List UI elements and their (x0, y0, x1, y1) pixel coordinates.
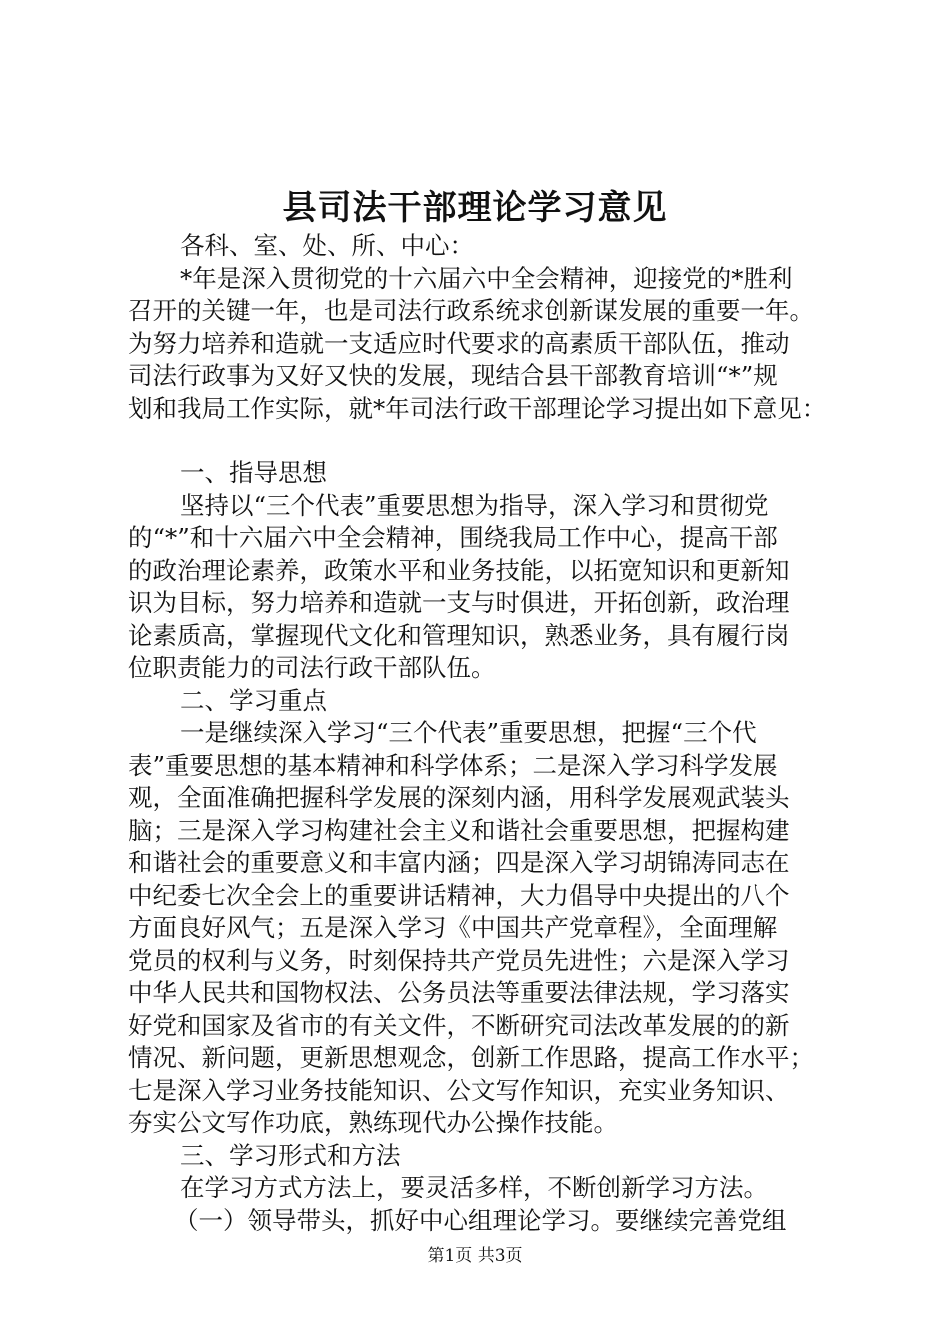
section-line: 和谐社会的重要意义和丰富内涵；四是深入学习胡锦涛同志在 (128, 848, 790, 877)
intro-line: 划和我局工作实际，就*年司法行政干部理论学习提出如下意见： (128, 393, 827, 423)
document-title: 县司法干部理论学习意见 (282, 188, 668, 228)
document-body (128, 230, 838, 1237)
section-line: 识为目标，努力培养和造就一支与时俱进，开拓创新，政治理 (128, 588, 790, 617)
section-line: 坚持以“三个代表”重要思想为指导，深入学习和贯彻党 (180, 490, 769, 520)
section-line: （一）领导带头，抓好中心组理论学习。要继续完善党组 (174, 1205, 787, 1235)
section-heading: 一、指导思想 (180, 458, 327, 487)
section-line: 一是继续深入学习“三个代表”重要思想，把握“三个代 (180, 718, 757, 747)
intro-line: 为努力培养和造就一支适应时代要求的高素质干部队伍，推动 (128, 328, 790, 358)
section-line: 论素质高，掌握现代文化和管理知识，熟悉业务，具有履行岗 (128, 620, 790, 650)
section-line: 党员的权利与义务，时刻保持共产党员先进性；六是深入学习 (128, 945, 790, 975)
section-line: 的政治理论素养，政策水平和业务技能，以拓宽知识和更新知 (128, 555, 790, 585)
section-line: 观，全面准确把握科学发展的深刻内涵，用科学发展观武装头 (128, 783, 790, 812)
section-line: 脑；三是深入学习构建社会主义和谐社会重要思想，把握构建 (128, 815, 790, 845)
section-line: 情况、新问题，更新思想观念，创新工作思路，提高工作水平； (128, 1043, 814, 1072)
section-line: 在学习方式方法上，要灵活多样，不断创新学习方法。 (180, 1173, 768, 1202)
intro-line: 召开的关键一年，也是司法行政系统求创新谋发展的重要一年。 (128, 296, 814, 325)
paragraph-gap (128, 425, 838, 457)
section-line: 夯实公文写作功底，熟练现代办公操作技能。 (128, 1108, 618, 1137)
section-line: 表”重要思想的基本精神和科学体系；二是深入学习科学发展 (128, 750, 778, 780)
section-line: 七是深入学习业务技能知识、公文写作知识，充实业务知识、 (128, 1075, 790, 1105)
section-line: 好党和国家及省市的有关文件，不断研究司法改革发展的的新 (128, 1010, 790, 1040)
intro-line: *年是深入贯彻党的十六届六中全会精神，迎接党的*胜利 (180, 263, 793, 293)
salutation: 各科、室、处、所、中心： (180, 231, 474, 260)
section-line: 中纪委七次全会上的重要讲话精神，大力倡导中央提出的八个 (128, 880, 790, 910)
section-heading: 二、学习重点 (180, 685, 327, 715)
section-line: 的“*”和十六届六中全会精神，围绕我局工作中心，提高干部 (128, 523, 778, 552)
section-line: 方面良好风气；五是深入学习《中国共产党章程》，全面理解 (128, 913, 778, 942)
page-footer: 第1页 共3页 (427, 1246, 523, 1266)
section-line: 中华人民共和国物权法、公务员法等重要法律法规，学习落实 (128, 978, 790, 1007)
section-line: 位职责能力的司法行政干部队伍。 (128, 653, 496, 682)
intro-line: 司法行政事为又好又快的发展，现结合县干部教育培训“*”规 (128, 361, 778, 390)
section-heading: 三、学习形式和方法 (180, 1140, 401, 1170)
